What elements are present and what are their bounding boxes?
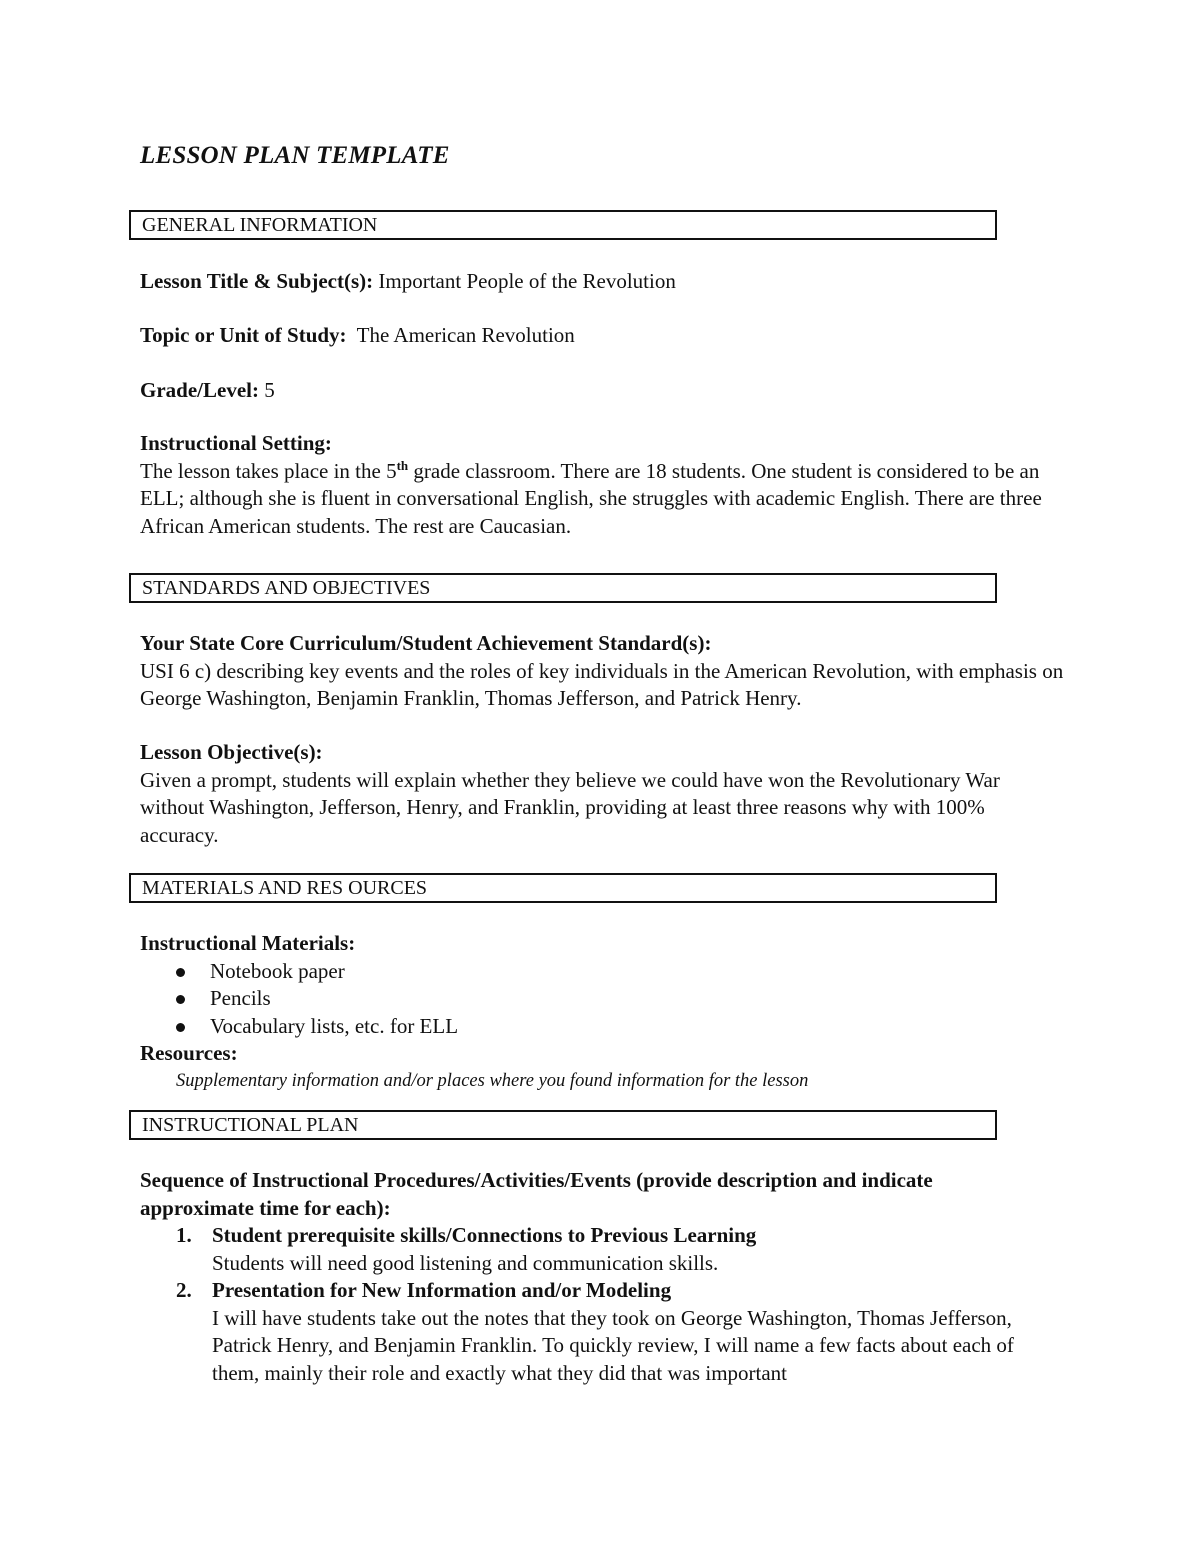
step-number: 2. [176, 1278, 192, 1302]
section-header-label: GENERAL INFORMATION [142, 214, 378, 236]
instructional-materials [140, 930, 1070, 1095]
core-standard [140, 630, 1070, 713]
lesson-objective [140, 739, 1070, 849]
section-header-instructional [129, 1110, 997, 1140]
bullet-icon [176, 1023, 185, 1032]
topic-line [140, 322, 1070, 350]
topic-value: The American Revolution [356, 323, 575, 347]
grade-value: 5 [264, 378, 275, 402]
section-header-label: MATERIALS AND RES OURCES [142, 877, 428, 899]
section-header-general [129, 210, 997, 240]
list-item: Pencils [140, 985, 1070, 1013]
section-header-label: STANDARDS AND OBJECTIVES [142, 577, 431, 599]
step-text: Students will need good listening and communication skills. [212, 1250, 719, 1275]
bullet-icon [176, 995, 185, 1004]
step-number: 1. [176, 1223, 192, 1247]
resources-label: Resources: [140, 1041, 238, 1065]
core-standard-label: Your State Core Curriculum/Student Achievement Standard(s): [140, 631, 712, 655]
grade-line [140, 377, 1070, 405]
section-header-materials [129, 873, 997, 903]
resources-note: Supplementary information and/or places where you found information for the lesson [176, 1070, 809, 1091]
setting-label: Instructional Setting: [140, 431, 332, 455]
objective-text: Given a prompt, students will explain whether they believe we could have won the Revolutionary War without Washington, Jefferson, Henry, and Franklin, providing at least three reasons why with 100% accuracy. [140, 767, 1000, 847]
sequence-label: Sequence of Instructional Procedures/Activities/Events (provide description and indicate approximate time for each): [140, 1168, 933, 1220]
steps-list [140, 1222, 1070, 1387]
instructional-setting [140, 430, 1070, 540]
list-item [140, 1277, 1070, 1387]
step-text: I will have students take out the notes that they took on George Washington, Thomas Jefferson, Patrick Henry, and Benjamin Franklin. To quickly review, I will name a few facts about each of them, mainly their role and exactly what they did that was important [212, 1305, 1014, 1385]
instructional-sequence [140, 1167, 1070, 1387]
setting-text: The lesson takes place in the 5th grade classroom. There are 18 students. One student is considered to be an ELL; although she is fluent in conversational English, she struggles with academic English. There are three African American students. The rest are Caucasian. [140, 457, 1042, 538]
section-header-label: INSTRUCTIONAL PLAN [142, 1114, 359, 1136]
step-title: Presentation for New Information and/or Modeling [212, 1278, 672, 1302]
section-header-standards [129, 573, 997, 603]
bullet-icon [176, 968, 185, 977]
objective-label: Lesson Objective(s): [140, 740, 323, 764]
step-title: Student prerequisite skills/Connections to Previous Learning [212, 1223, 757, 1247]
list-item: Vocabulary lists, etc. for ELL [140, 1013, 1070, 1041]
lesson-title-value: Important People of the Revolution [378, 269, 676, 293]
core-standard-text: USI 6 c) describing key events and the roles of key individuals in the American Revolution, with emphasis on George Washington, Benjamin Franklin, Thomas Jefferson, and Patrick Henry. [140, 658, 1064, 710]
topic-label: Topic or Unit of Study: [140, 323, 347, 347]
list-item: Notebook paper [140, 958, 1070, 986]
list-item [140, 1222, 1070, 1277]
document-title: LESSON PLAN TEMPLATE [140, 142, 450, 169]
materials-list [140, 958, 1070, 1041]
lesson-title-line [140, 268, 1070, 296]
materials-label: Instructional Materials: [140, 931, 356, 955]
lesson-title-label: Lesson Title & Subject(s): [140, 269, 374, 293]
grade-label: Grade/Level: [140, 378, 259, 402]
